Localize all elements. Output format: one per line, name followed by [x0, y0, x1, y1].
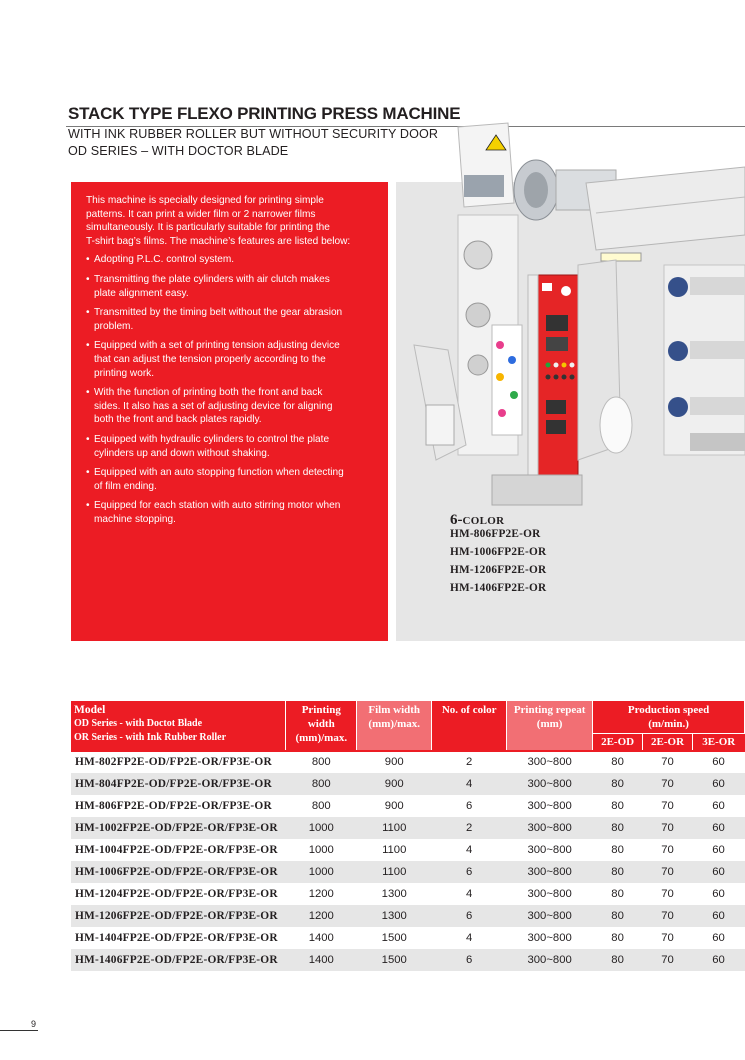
table-cell: 1000 [286, 861, 357, 883]
feature-line: Equipped for each station with auto stirring motor when [94, 500, 341, 512]
table-cell: 70 [643, 751, 693, 773]
feature-item [86, 253, 372, 267]
table-cell: HM-1206FP2E-OD/FP2E-OR/FP3E-OR [71, 905, 286, 927]
caption-model: HM-1006FP2E-OR [450, 546, 547, 558]
table-row [71, 751, 745, 773]
table-cell: 70 [643, 927, 693, 949]
header-line: Printing repeat [513, 704, 586, 716]
table-cell: HM-1004FP2E-OD/FP2E-OR/FP3E-OR [71, 839, 286, 861]
model-header-or: OR Series - with Ink Rubber Roller [74, 732, 227, 743]
feature-line: Equipped with a set of printing tension adjusting device [94, 340, 340, 352]
bullet-icon: • [86, 273, 90, 285]
header-line: (mm) [536, 718, 563, 730]
table-cell: 1500 [357, 927, 432, 949]
feature-item [86, 386, 372, 427]
intro-line: patterns. It can print a wider film or 2 narrower films [86, 208, 316, 220]
table-cell: 70 [643, 861, 693, 883]
table-row [71, 839, 745, 861]
table-cell: 6 [432, 949, 507, 971]
spec-table-body [71, 751, 745, 971]
spec-table [71, 701, 745, 971]
feature-item [86, 499, 372, 526]
table-cell: HM-1002FP2E-OD/FP2E-OR/FP3E-OR [71, 817, 286, 839]
table-cell: 80 [593, 905, 643, 927]
speed-sub-header: 2E-OR [643, 734, 693, 751]
caption-model: HM-1206FP2E-OR [450, 564, 547, 576]
table-cell: 300~800 [507, 883, 593, 905]
table-cell: 60 [693, 751, 745, 773]
speed-sub-header: 2E-OD [593, 734, 643, 751]
table-cell: 1200 [286, 905, 357, 927]
table-row [71, 773, 745, 795]
description-panel [71, 182, 388, 641]
feature-line: printing work. [94, 367, 155, 379]
feature-item [86, 306, 372, 333]
intro-line: This machine is specially designed for printing simple [86, 195, 324, 206]
table-cell: 60 [693, 861, 745, 883]
table-cell: 1000 [286, 817, 357, 839]
table-row [71, 927, 745, 949]
table-cell: 70 [643, 773, 693, 795]
feature-line: Transmitted by the timing belt without the gear abrasion [94, 307, 343, 319]
table-cell: 1500 [357, 949, 432, 971]
table-cell: 300~800 [507, 817, 593, 839]
page-subtitle-2: OD SERIES – WITH DOCTOR BLADE [68, 144, 289, 158]
feature-line: cylinders up and down without shaking. [94, 447, 270, 459]
feature-item [86, 433, 372, 460]
feature-line: Equipped with an auto stopping function when detecting [94, 467, 344, 479]
bullet-icon: • [86, 433, 90, 445]
table-cell: 800 [286, 751, 357, 773]
bullet-icon: • [86, 254, 90, 266]
table-cell: 80 [593, 883, 643, 905]
table-cell: 300~800 [507, 927, 593, 949]
feature-line: of film ending. [94, 480, 157, 492]
table-cell: 6 [432, 795, 507, 817]
table-cell: HM-802FP2E-OD/FP2E-OR/FP3E-OR [71, 751, 286, 773]
table-cell: HM-804FP2E-OD/FP2E-OR/FP3E-OR [71, 773, 286, 795]
table-cell: 1300 [357, 883, 432, 905]
printing-width-header [286, 701, 357, 751]
feature-line: Adopting P.L.C. control system. [94, 254, 235, 266]
feature-line: plate alignment easy. [94, 287, 189, 299]
table-cell: 80 [593, 817, 643, 839]
header-line: Printing width [301, 704, 341, 730]
table-cell: 4 [432, 927, 507, 949]
table-cell: 4 [432, 883, 507, 905]
table-cell: 1300 [357, 905, 432, 927]
table-row [71, 883, 745, 905]
table-cell: 300~800 [507, 839, 593, 861]
table-cell: 900 [357, 773, 432, 795]
table-cell: 800 [286, 795, 357, 817]
color-count-label [450, 511, 504, 529]
feature-line: that can adjust the tension properly according to the [94, 353, 326, 365]
machine-photo [396, 115, 745, 530]
feature-item [86, 339, 372, 380]
printing-repeat-header [507, 701, 593, 751]
table-cell: 1100 [357, 861, 432, 883]
table-cell: 1200 [286, 883, 357, 905]
intro-paragraph [86, 194, 372, 248]
table-cell: 80 [593, 773, 643, 795]
table-cell: 60 [693, 817, 745, 839]
table-cell: HM-806FP2E-OD/FP2E-OR/FP3E-OR [71, 795, 286, 817]
feature-line: With the function of printing both the front and back [94, 387, 323, 399]
header-line: (mm)/max. [368, 718, 421, 730]
header-line: No. of color [441, 704, 497, 716]
table-cell: 80 [593, 839, 643, 861]
feature-line: Transmitting the plate cylinders with air clutch makes [94, 273, 330, 285]
table-cell: 6 [432, 861, 507, 883]
color-word: COLOR [462, 515, 505, 527]
bullet-icon: • [86, 387, 90, 399]
feature-line: both the front and back plates rapidly. [94, 414, 262, 426]
table-cell: 1100 [357, 839, 432, 861]
table-cell: 1400 [286, 949, 357, 971]
table-cell: 60 [693, 795, 745, 817]
table-cell: 60 [693, 949, 745, 971]
table-cell: 300~800 [507, 751, 593, 773]
table-cell: 70 [643, 795, 693, 817]
color-number: 6- [450, 512, 463, 528]
table-cell: 80 [593, 861, 643, 883]
caption-model: HM-1406FP2E-OR [450, 582, 547, 594]
page-number: 9 [31, 1019, 37, 1029]
table-cell: 70 [643, 883, 693, 905]
table-cell: 80 [593, 751, 643, 773]
table-cell: 6 [432, 905, 507, 927]
table-cell: 300~800 [507, 949, 593, 971]
caption-model: HM-806FP2E-OR [450, 528, 541, 540]
table-cell: 900 [357, 751, 432, 773]
table-cell: 60 [693, 839, 745, 861]
no-color-header [432, 701, 507, 751]
header-line: (m/min.) [648, 718, 689, 730]
production-speed-header [593, 701, 745, 734]
page-subtitle-1: WITH INK RUBBER ROLLER BUT WITHOUT SECURITY DOOR [68, 127, 439, 141]
feature-line: machine stopping. [94, 513, 176, 525]
feature-line: sides. It also has a set of adjusting device for aligning [94, 400, 333, 412]
table-row [71, 795, 745, 817]
speed-sub-header: 3E-OR [693, 734, 745, 751]
bullet-icon: • [86, 467, 90, 479]
bullet-icon: • [86, 307, 90, 319]
table-cell: 900 [357, 795, 432, 817]
feature-line: problem. [94, 320, 134, 332]
header-line: Production speed [627, 704, 710, 716]
table-row [71, 949, 745, 971]
intro-line: T-shirt bag’s films. The machine’s features are listed below: [86, 235, 351, 247]
table-cell: 60 [693, 773, 745, 795]
table-cell: 1400 [286, 927, 357, 949]
table-cell: HM-1406FP2E-OD/FP2E-OR/FP3E-OR [71, 949, 286, 971]
intro-line: simultaneously. It is particularly suitable for printing the [86, 222, 330, 234]
table-cell: 4 [432, 773, 507, 795]
table-cell: HM-1404FP2E-OD/FP2E-OR/FP3E-OR [71, 927, 286, 949]
table-cell: HM-1006FP2E-OD/FP2E-OR/FP3E-OR [71, 861, 286, 883]
table-cell: 60 [693, 883, 745, 905]
footer-rule [0, 1030, 38, 1031]
table-cell: 70 [643, 949, 693, 971]
table-row [71, 817, 745, 839]
page-title: STACK TYPE FLEXO PRINTING PRESS MACHINE [68, 104, 461, 123]
bullet-icon: • [86, 500, 90, 512]
film-width-header [357, 701, 432, 751]
header-line: Film width [368, 704, 421, 716]
table-cell: 2 [432, 751, 507, 773]
table-cell: 80 [593, 949, 643, 971]
table-cell: 300~800 [507, 773, 593, 795]
feature-item [86, 466, 372, 493]
table-cell: 70 [643, 839, 693, 861]
model-header [71, 701, 286, 751]
feature-line: Equipped with hydraulic cylinders to control the plate [94, 433, 330, 445]
table-cell: 300~800 [507, 861, 593, 883]
table-row [71, 861, 745, 883]
model-header-od: OD Series - with Doctot Blade [74, 718, 203, 729]
table-cell: 4 [432, 839, 507, 861]
feature-list [86, 253, 372, 526]
table-cell: 300~800 [507, 795, 593, 817]
table-row [71, 905, 745, 927]
table-cell: 70 [643, 817, 693, 839]
table-cell: 80 [593, 795, 643, 817]
bullet-icon: • [86, 340, 90, 352]
table-cell: 80 [593, 927, 643, 949]
header-line: (mm)/max. [295, 732, 348, 744]
table-cell: 800 [286, 773, 357, 795]
table-cell: 1100 [357, 817, 432, 839]
table-cell: 70 [643, 905, 693, 927]
table-cell: HM-1204FP2E-OD/FP2E-OR/FP3E-OR [71, 883, 286, 905]
table-cell: 60 [693, 905, 745, 927]
model-header-title: Model [74, 704, 106, 716]
table-cell: 300~800 [507, 905, 593, 927]
table-cell: 2 [432, 817, 507, 839]
feature-item [86, 273, 372, 300]
table-cell: 60 [693, 927, 745, 949]
table-cell: 1000 [286, 839, 357, 861]
